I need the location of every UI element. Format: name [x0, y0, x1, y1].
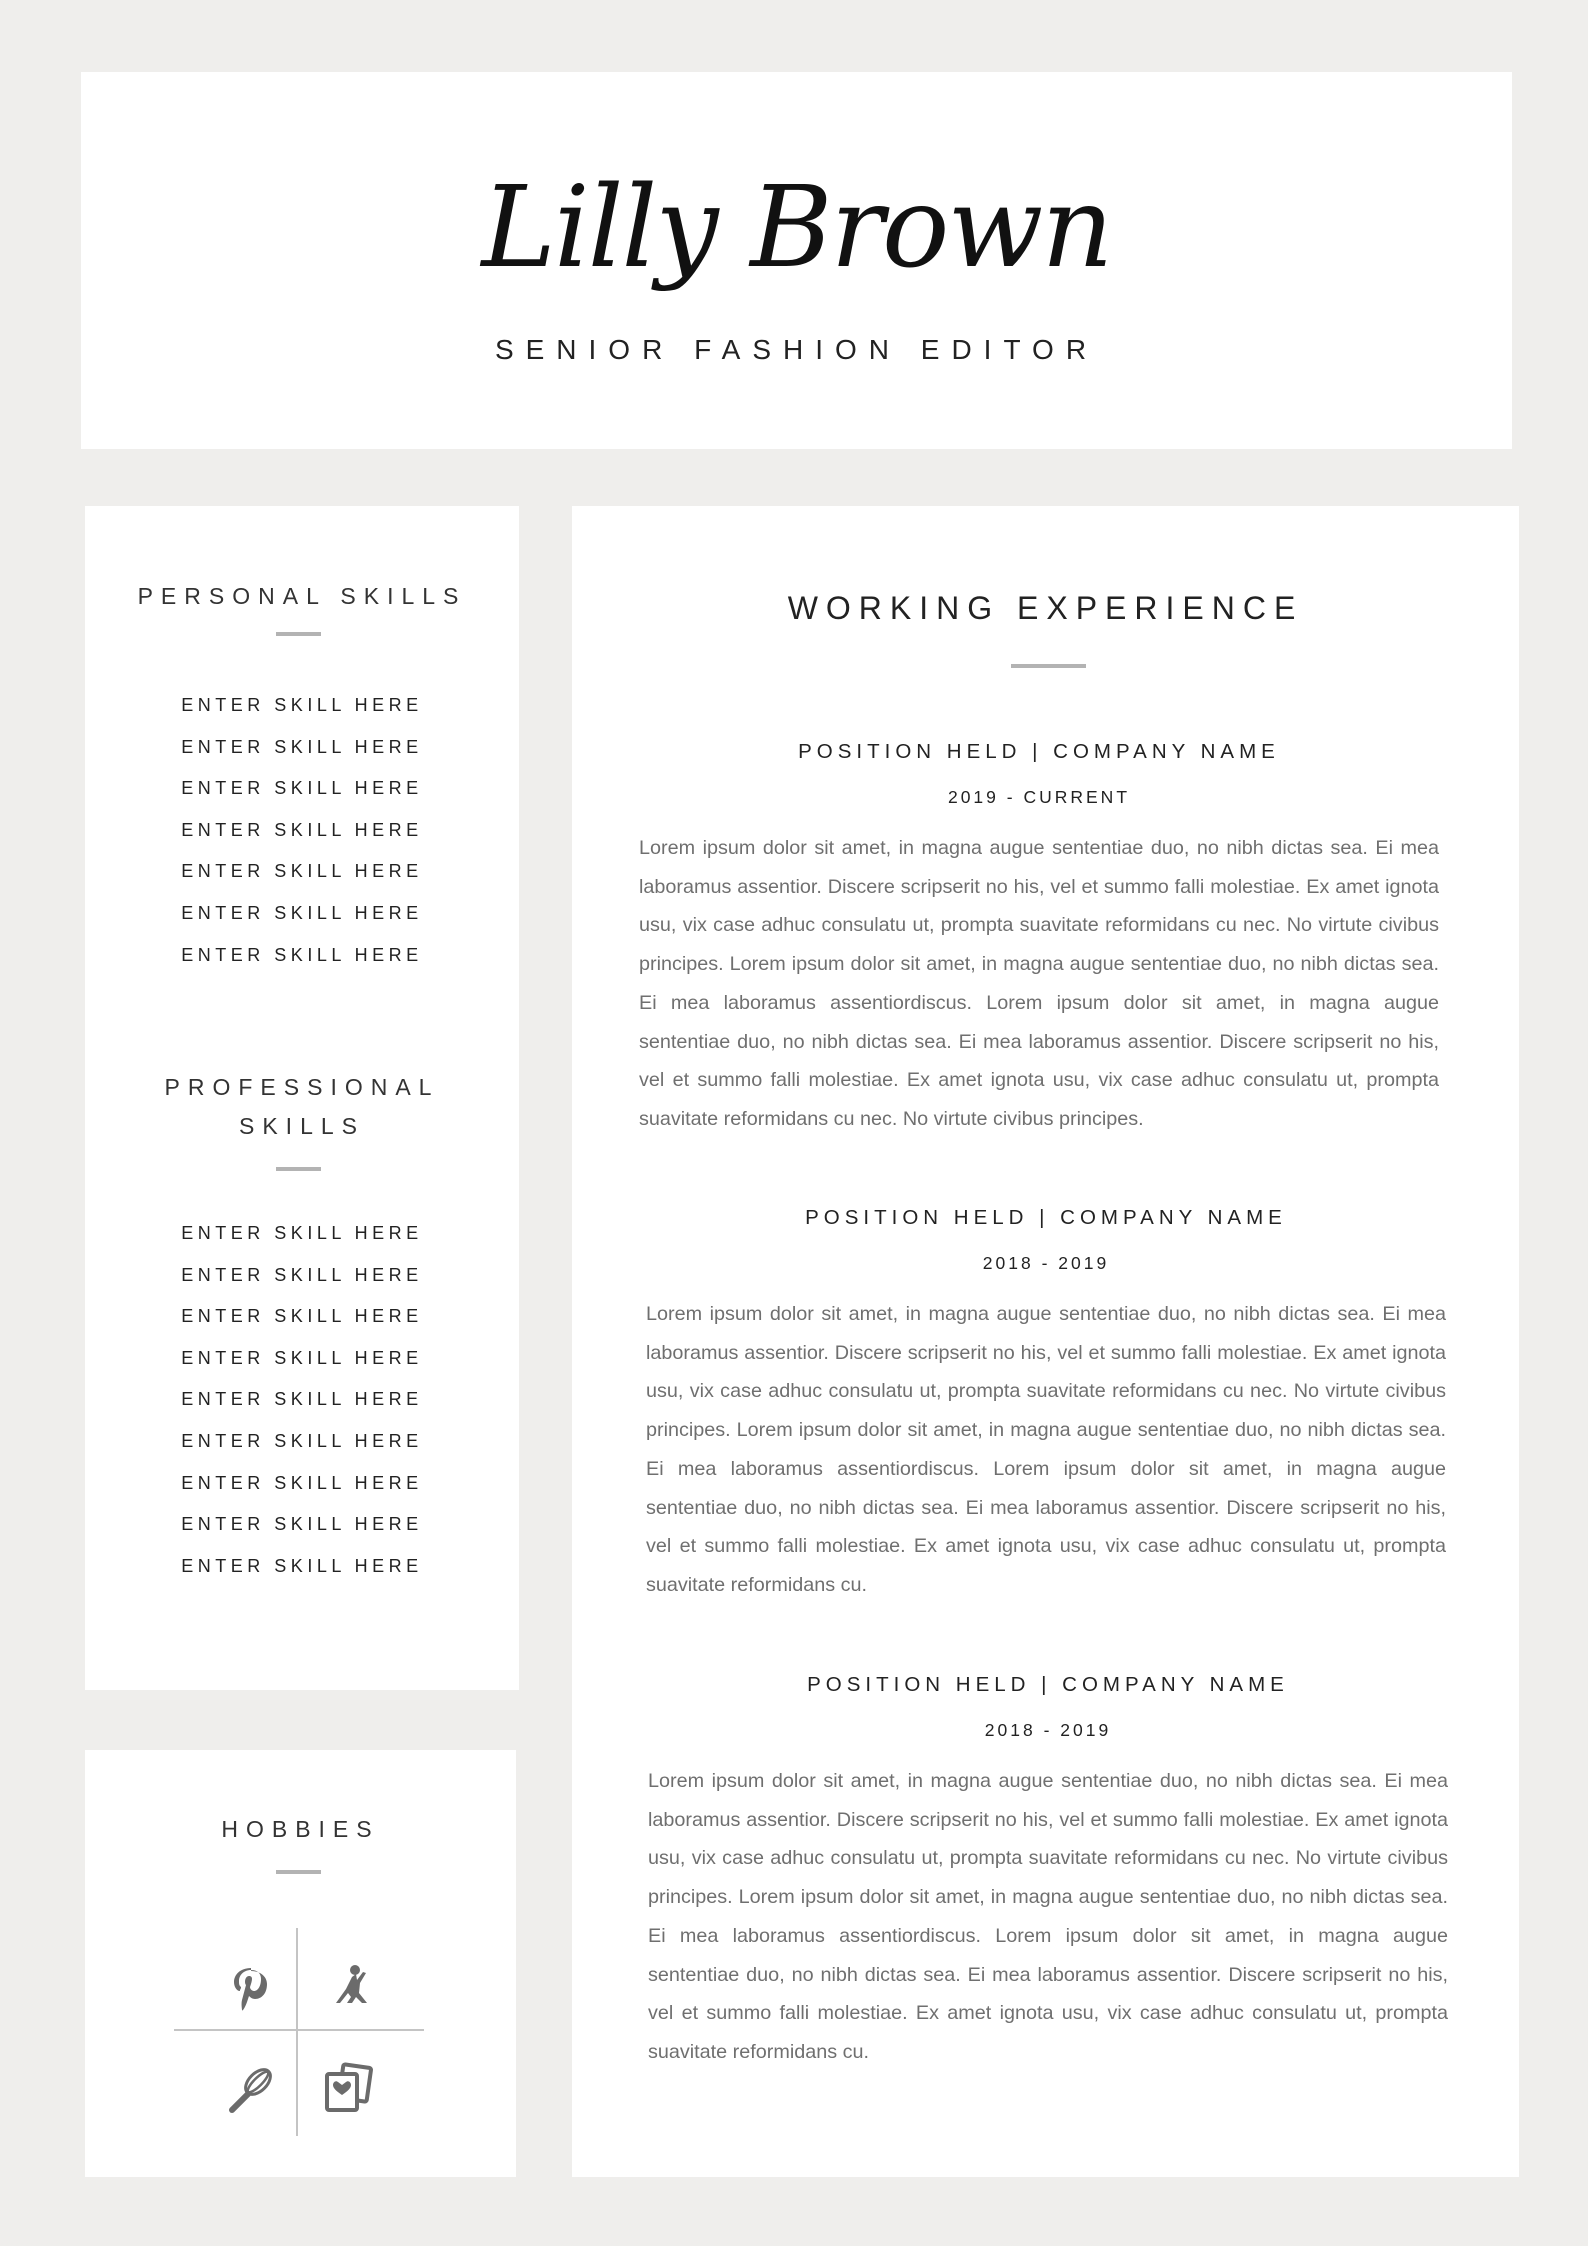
- job-entry: [639, 737, 1439, 1139]
- header-card: [81, 72, 1512, 449]
- yoga-icon: [319, 1958, 379, 2018]
- skill-item: ENTER SKILL HERE: [181, 1514, 423, 1535]
- skill-item: ENTER SKILL HERE: [181, 1306, 423, 1327]
- skill-item: ENTER SKILL HERE: [181, 1223, 423, 1243]
- job-entry: [646, 1203, 1446, 1605]
- personal-skills-list: [85, 685, 519, 976]
- pinterest-icon: [220, 1958, 280, 2018]
- skill-item: ENTER SKILL HERE: [181, 1347, 423, 1368]
- job-description: Lorem ipsum dolor sit amet, in magna augue sententiae duo, no nibh dictas sea. Ei mea laboramus assentior. Discere scripserit no his, vel et summo falli molestiae. Ex amet ignota usu, vix case adhuc consulatu ut, prompta suavitate reformidans cu nec. No virtute civibus principes. Lorem ipsum dolor sit amet, in magna augue sententiae duo, no nibh dictas sea. Ei mea laboramus assentiordiscus. Lorem ipsum dolor sit amet, in magna augue sententiae duo, no nibh dictas sea. Ei mea laboramus assentior. Discere scripserit no his, vel et summo falli molestiae. Ex amet ignota usu, vix case adhuc consulatu ut, prompta suavitate reformidans cu.: [648, 1770, 1448, 2063]
- hobbies-title: [85, 1810, 516, 1849]
- grid-vertical-divider: [296, 1928, 298, 2136]
- job-dates: 2018 - 2019: [984, 1720, 1112, 1740]
- job-position: POSITION HELD | COMPANY NAME: [798, 740, 1280, 763]
- skill-item: ENTER SKILL HERE: [181, 1264, 423, 1285]
- skill-item: ENTER SKILL HERE: [181, 778, 423, 799]
- job-position: POSITION HELD | COMPANY NAME: [805, 1206, 1287, 1229]
- skill-item: ENTER SKILL HERE: [181, 1430, 423, 1451]
- hobbies-grid: [174, 1928, 424, 2138]
- skill-item: ENTER SKILL HERE: [181, 736, 423, 757]
- hobbies-title-text: HOBBIES: [221, 1816, 380, 1842]
- whisk-icon: [220, 2060, 280, 2120]
- skill-item: ENTER SKILL HERE: [181, 861, 423, 882]
- job-title: SENIOR FASHION EDITOR: [494, 334, 1099, 365]
- hobbies-divider: [276, 1870, 321, 1874]
- skill-item: ENTER SKILL HERE: [181, 695, 423, 715]
- professional-skills-title-line2: SKILLS: [239, 1113, 365, 1139]
- experience-divider: [1011, 664, 1086, 668]
- professional-skills-title: [85, 1068, 519, 1146]
- job-description: Lorem ipsum dolor sit amet, in magna augue sententiae duo, no nibh dictas sea. Ei mea laboramus assentior. Discere scripserit no his, vel et summo falli molestiae. Ex amet ignota usu, vix case adhuc consulatu ut, prompta suavitate reformidans cu nec. No virtute civibus principes. Lorem ipsum dolor sit amet, in magna augue sententiae duo, no nibh dictas sea. Ei mea laboramus assentiordiscus. Lorem ipsum dolor sit amet, in magna augue sententiae duo, no nibh dictas sea. Ei mea laboramus assentior. Discere scripserit no his, vel et summo falli molestiae. Ex amet ignota usu, vix case adhuc consulatu ut, prompta suavitate reformidans cu.: [646, 1303, 1446, 1596]
- skill-item: ENTER SKILL HERE: [181, 1555, 423, 1576]
- skill-item: ENTER SKILL HERE: [181, 1389, 423, 1410]
- skill-item: ENTER SKILL HERE: [181, 819, 423, 840]
- skill-item: ENTER SKILL HERE: [181, 1472, 423, 1493]
- personal-skills-divider: [276, 632, 321, 636]
- job-entry: [648, 1670, 1448, 2072]
- job-dates: 2019 - CURRENT: [947, 787, 1131, 807]
- job-dates: 2018 - 2019: [982, 1253, 1110, 1273]
- job-description: Lorem ipsum dolor sit amet, in magna augue sententiae duo, no nibh dictas sea. Ei mea laboramus assentior. Discere scripserit no his, vel et summo falli molestiae. Ex amet ignota usu, vix case adhuc consulatu ut, prompta suavitate reformidans cu nec. No virtute civibus principes. Lorem ipsum dolor sit amet, in magna augue sententiae duo, no nibh dictas sea. Ei mea laboramus assentiordiscus. Lorem ipsum dolor sit amet, in magna augue sententiae duo, no nibh dictas sea. Ei mea laboramus assentior. Discere scripserit no his, vel et summo falli molestiae. Ex amet ignota usu, vix case adhuc consulatu ut, prompta suavitate reformidans cu nec. No virtute civibus principes.: [639, 837, 1439, 1130]
- personal-skills-title-text: PERSONAL SKILLS: [137, 583, 467, 609]
- name-signature: Lilly Brown: [481, 163, 1112, 293]
- professional-skills-list: [85, 1213, 519, 1587]
- photos-icon: [319, 2060, 379, 2120]
- personal-skills-title: [85, 577, 519, 616]
- skill-item: ENTER SKILL HERE: [181, 944, 423, 965]
- working-experience-title: WORKING EXPERIENCE: [787, 590, 1304, 626]
- job-position: POSITION HELD | COMPANY NAME: [807, 1673, 1289, 1696]
- grid-horizontal-divider: [174, 2029, 424, 2031]
- professional-skills-divider: [276, 1167, 321, 1171]
- skill-item: ENTER SKILL HERE: [181, 902, 423, 923]
- professional-skills-title-line1: PROFESSIONAL: [164, 1074, 440, 1100]
